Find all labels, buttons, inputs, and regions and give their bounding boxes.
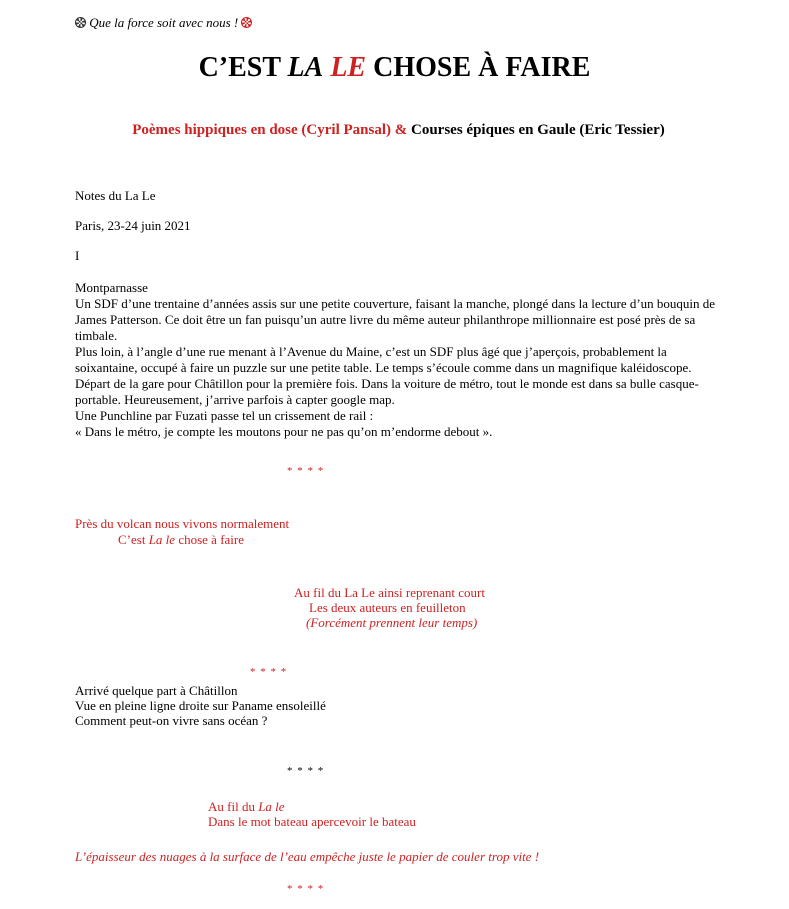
title-part-1: C’EST [198, 52, 288, 83]
swirl-icon [75, 17, 86, 28]
poem-4-line-1-b: La le [258, 799, 285, 814]
paragraph: Montparnasse [75, 280, 148, 295]
place-date: Paris, 23-24 juin 2021 [75, 218, 191, 233]
poem-2-line-1: Au fil du La Le ainsi reprenant court [294, 585, 485, 600]
subtitle-part-1: Poèmes hippiques en dose (Cyril Pansal) & [132, 122, 411, 138]
poem-1-line-1: Près du volcan nous vivons normalement [75, 516, 290, 531]
paragraph: Départ de la gare pour Châtillon pour la première fois. Dans la voiture de métro, tout le monde est dans sa bulle casque-portable. Heureusement, j’arrive parfois à capter google map. [75, 376, 699, 407]
page-subtitle [0, 120, 789, 140]
title-part-3: LE [330, 52, 367, 83]
paragraph: Une Punchline par Fuzati passe tel un crissement de rail : [75, 408, 374, 423]
poem-3-line-3: Comment peut-on vivre sans océan ? [75, 713, 268, 728]
motto-line [75, 14, 252, 32]
poem-2-line-3: (Forcément prennent leur temps) [306, 615, 478, 630]
notes-heading: Notes du La Le [75, 188, 156, 203]
poem-4-line-1-a: Au fil du [208, 799, 259, 814]
poem-4-line-2: Dans le mot bateau apercevoir le bateau [208, 814, 416, 829]
title-part-4: CHOSE À FAIRE [366, 52, 591, 83]
title-part-2: LA [287, 52, 324, 83]
body-text [75, 280, 723, 440]
paragraph: Un SDF d’une trentaine d’années assis sur une petite couverture, faisant la manche, plongé dans la lecture d’un bouquin de James Patterson. Ce doit être un fan puisqu’un autre livre du même auteur philanthrope millionnaire est posé près de sa timbale. [75, 296, 716, 343]
section-number: I [75, 248, 80, 263]
separator: * * * * [250, 666, 288, 678]
poem-3-line-1: Arrivé quelque part à Châtillon [75, 683, 238, 698]
separator: * * * * [287, 883, 325, 895]
poem-1-line-2-b: La le [148, 532, 176, 547]
subtitle-part-2: Courses épiques en Gaule (Eric Tessier) [411, 122, 665, 138]
poem-3-line-2: Vue en pleine ligne droite sur Paname ensoleillé [75, 698, 326, 713]
poem-4-line-1 [208, 799, 285, 815]
separator: * * * * [287, 465, 325, 477]
poem-1-line-2-c: chose à faire [175, 532, 245, 547]
separator: * * * * [287, 765, 325, 777]
page-title [0, 48, 789, 88]
poem-1-line-2 [118, 532, 244, 548]
poem-2-line-2: Les deux auteurs en feuilleton [309, 600, 466, 615]
swirl-icon [241, 17, 252, 28]
motto-text: Que la force soit avec nous ! [89, 15, 239, 30]
paragraph: « Dans le métro, je compte les moutons pour ne pas qu’on m’endorme debout ». [75, 424, 493, 439]
paragraph: Plus loin, à l’angle d’une rue menant à l’Avenue du Maine, c’est un SDF plus âgé que j’aperçois, probablement la soixantaine, occupé à faire un puzzle sur une petite table. Le temps s’écoule comme dans un magnifique kaléidoscope. [75, 344, 692, 375]
closing-line: L’épaisseur des nuages à la surface de l’eau empêche juste le papier de couler trop vite ! [75, 849, 540, 864]
poem-1-line-2-a: C’est [118, 532, 149, 547]
